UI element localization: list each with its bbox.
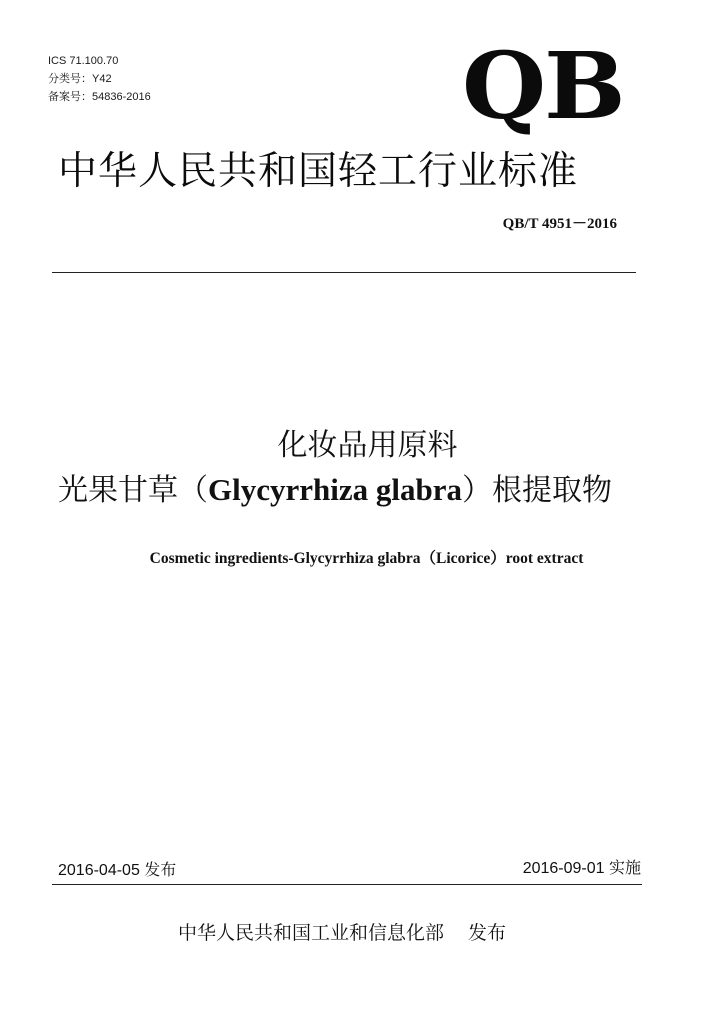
issuing-authority [178,920,506,946]
title-english: Cosmetic ingredients-Glycyrrhiza glabra（Licorice）root extract [149,550,584,567]
record-number: 备案号：54836-2016 [48,91,151,103]
title-cn-line1: 化妆品用原料 [277,428,458,463]
implementation-date: 2016-09-01 实施 [522,860,641,877]
title-cn-line2 [58,470,612,511]
classification-block [48,52,151,106]
issuer-action: 发布 [468,922,507,944]
header-divider [52,272,636,273]
standard-code: QB/T 4951－2016 [502,216,617,232]
title-latin-name: Glycyrrhiza glabra [208,472,462,507]
standard-category-title: 中华人民共和国轻工行业标准 [58,149,579,194]
standard-number [503,214,617,234]
issue-date: 2016-04-05 发布 [58,862,177,879]
issuer-name: 中华人民共和国工业和信息化部 [178,922,445,944]
category-code: 分类号：Y42 [48,73,112,85]
qb-logo: QB [462,32,624,140]
footer-divider [52,884,642,885]
ics-code: ICS 71.100.70 [48,55,119,67]
title-cn-line2-suffix: ）根提取物 [461,473,612,508]
title-cn-line2-prefix: 光果甘草（ [58,473,208,508]
